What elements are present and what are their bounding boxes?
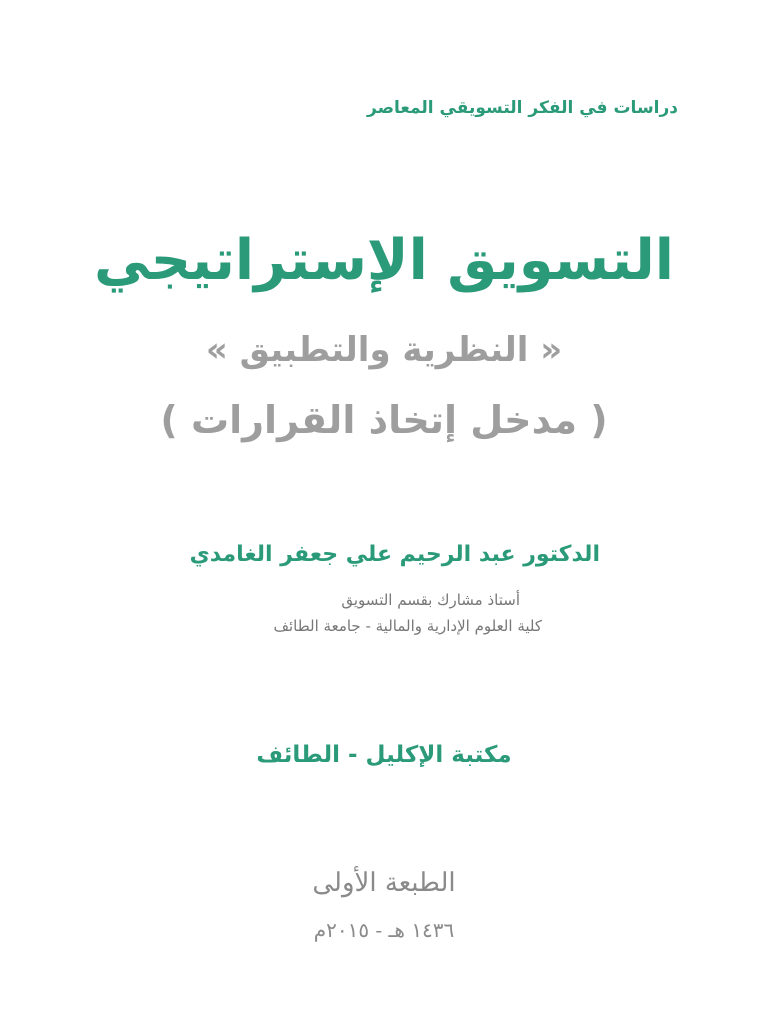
- edition-label: الطبعة الأولى: [312, 868, 456, 898]
- publisher: مكتبة الإكليل - الطائف: [256, 742, 512, 768]
- subtitle-decision-approach: ( مدخل إتخاذ القرارات ): [160, 398, 608, 442]
- book-title: التسويق الإستراتيجي: [94, 228, 674, 293]
- author-position: أستاذ مشارك بقسم التسويق: [341, 591, 520, 609]
- subtitle-theory-practice: « النظرية والتطبيق »: [205, 330, 563, 370]
- series-title: دراسات في الفكر التسويقي المعاصر: [367, 98, 678, 118]
- author-affiliation: كلية العلوم الإدارية والمالية - جامعة الطائف: [273, 617, 542, 635]
- author-name: الدكتور عبد الرحيم علي جعفر الغامدي: [189, 542, 600, 567]
- publication-date: ١٤٣٦ هـ - ٢٠١٥م: [313, 918, 455, 942]
